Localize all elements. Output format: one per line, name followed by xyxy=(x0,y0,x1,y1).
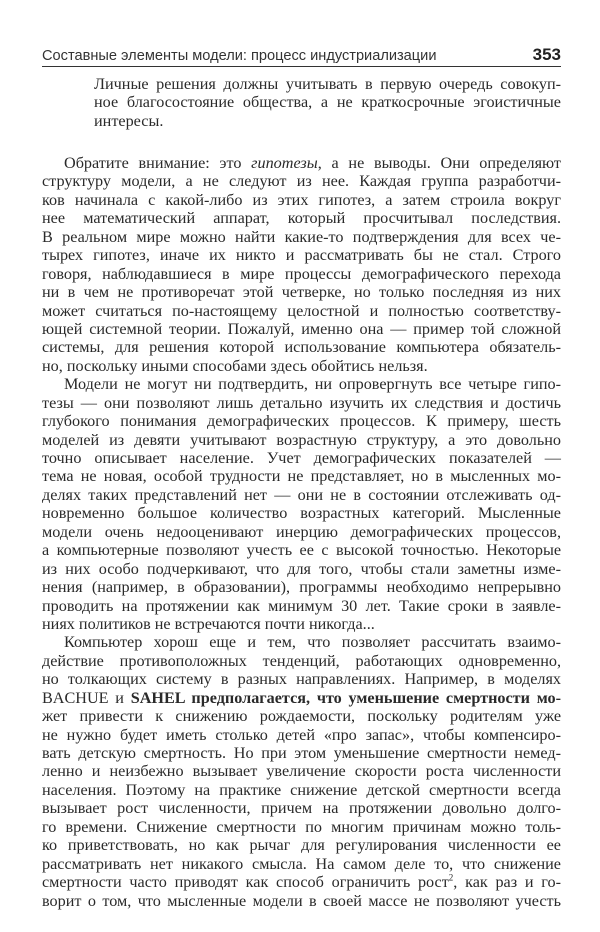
paragraph xyxy=(42,154,561,375)
text-line: нения (например, в образовании), программы необходимо непрерывно xyxy=(42,578,561,597)
body-text xyxy=(42,154,561,910)
paragraph xyxy=(42,375,561,633)
text-line: но, поскольку иными способами здесь обойтись нельзя. xyxy=(42,356,428,375)
text-line: а компьютерные позволяют учесть ее с высокой точностью. Некоторые xyxy=(42,541,561,560)
text-line: жет привести к снижению рождаемости, поскольку родителям уже xyxy=(42,707,561,726)
text-segment: , как раз и го- xyxy=(453,873,561,892)
text-line xyxy=(42,689,561,707)
text-line: из них особо подчеркивают, что для того, чтобы стали заметны изме- xyxy=(42,559,561,578)
page-number: 353 xyxy=(532,45,561,64)
text-line: действие противоположных тенденций, работающих одновременно, xyxy=(42,651,561,670)
text-line: структуру модели, а не следуют из нее. Каждая группа разработчи- xyxy=(42,172,561,191)
text-line: глубокого понимания демографических процессов. К примеру, шесть xyxy=(42,412,561,431)
text-segment: смертности часто приводят как способ ограничить рост xyxy=(42,873,449,892)
text-line: проводить на протяжении как минимум 30 лет. Такие сроки в заявле- xyxy=(42,596,561,615)
block-quote xyxy=(94,75,561,130)
text-line: В реальном мире можно найти какие-то подтверждения для всех че- xyxy=(42,227,561,246)
text-line: ко приветствовать, но как рычаг для регулирования численности ее xyxy=(42,836,561,855)
text-line: тезы — они позволяют лишь детально изучить их следствия и достичь xyxy=(42,393,561,412)
text-line xyxy=(42,873,561,891)
text-line: вызывает рост численности, причем на протяжении довольно долго- xyxy=(42,799,561,818)
text-line: делях таких представлений нет — они не в состоянии отслеживать од- xyxy=(42,485,561,504)
text-line: не нужно будет иметь столько детей «про запас», чтобы компенсиро- xyxy=(42,725,561,744)
text-line: модели очень недооценивают инерцию демографических процессов, xyxy=(42,522,561,541)
text-line: Модели не могут ни подтвердить, ни опровергнуть все четыре гипо- xyxy=(64,375,561,394)
text-line: рассматривать нет никакого смысла. На самом деле то, что снижение xyxy=(42,854,561,873)
text-line: ное благосостояние общества, а не краткосрочные эгоистичные xyxy=(94,93,561,112)
paragraph xyxy=(42,633,561,910)
text-line: ворит о том, что мысленные модели в своей массе не позволяют учесть xyxy=(42,891,561,910)
footnote-marker[interactable]: 2 xyxy=(448,872,454,883)
text-line: но толкающих систему в разных направлениях. Например, в моделях xyxy=(42,670,561,689)
text-line: новременно большое количество возрастных категорий. Мысленные xyxy=(42,504,561,523)
text-line: вать детскую смертность. Но при этом уменьшение смертности немед- xyxy=(42,744,561,762)
text-line: тема не новая, особой трудности не представляет, но в мысленных мо- xyxy=(42,467,561,486)
text-segment: BACHUE и xyxy=(42,688,131,707)
text-line: Личные решения должны учитывать в первую очередь совокуп- xyxy=(94,75,561,93)
text-line xyxy=(42,154,561,172)
text-line: тырех гипотез, иначе их никто и рассматривать бы не стал. Строго xyxy=(42,246,561,265)
text-line: точно описывает население. Учет демографических показателей — xyxy=(42,449,561,467)
text-line: интересы. xyxy=(94,111,164,130)
text-line: ленно и неизбежно вызывает увеличение скорости роста численности xyxy=(42,762,561,781)
bold-text: SAHEL предполагается, что уменьшение смертности мо- xyxy=(130,688,561,707)
text-line: говоря, наблюдавшиеся в мире процессы демографического перехода xyxy=(42,264,561,283)
running-header xyxy=(42,46,561,67)
running-title: Составные элементы модели: процесс индустриализации xyxy=(42,48,437,64)
text-segment: , а не выводы. Они определяют xyxy=(317,154,562,172)
text-line: моделей из девяти учитывают возрастную структуру, а это довольно xyxy=(42,430,561,449)
text-line: го времени. Снижение смертности по многим причинам можно толь- xyxy=(42,817,561,836)
italic-text: гипотезы xyxy=(251,154,318,172)
text-line: ни в чем не противоречат этой четверке, но только последняя из них xyxy=(42,283,561,302)
text-line: ниях политиков не встречаются почти никогда... xyxy=(42,614,375,633)
text-segment: Обратите внимание: это xyxy=(64,154,252,172)
text-line: Компьютер хорош еще и тем, что позволяет рассчитать взаимо- xyxy=(64,633,561,652)
text-line: ков начинала с какой-либо из этих гипотез, а затем строила вокруг xyxy=(42,190,561,209)
text-line: нее математический аппарат, который просчитывал последствия. xyxy=(42,209,561,228)
text-line: ющей системной теории. Пожалуй, именно она — пример той сложной xyxy=(42,319,561,338)
text-line: может считаться по-настоящему целостной и полностью соответству- xyxy=(42,301,561,320)
text-line: населения. Поэтому на практике снижение детской смертности всегда xyxy=(42,780,561,799)
text-line: системы, для решения которой использование компьютера обязатель- xyxy=(42,338,561,357)
